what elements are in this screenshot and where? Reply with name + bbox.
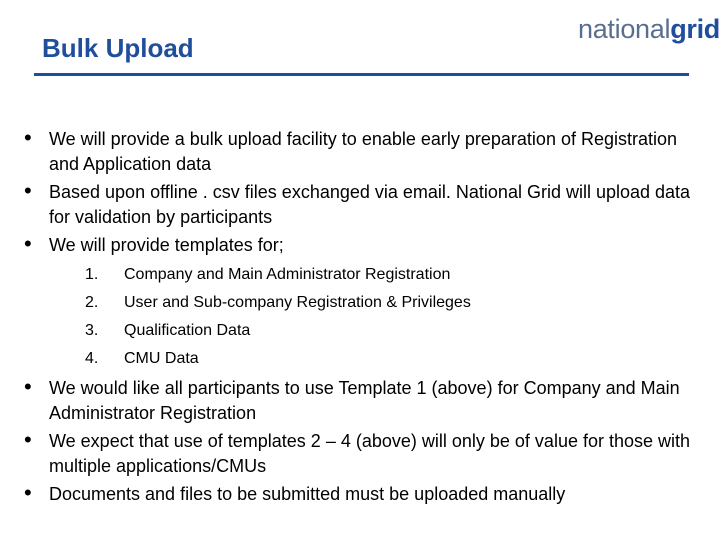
template-label: User and Sub-company Registration & Privileges <box>124 294 471 311</box>
template-number: 4. <box>85 350 99 367</box>
template-item <box>49 317 694 345</box>
bullet-item: • Documents and files to be submitted must be uploaded manually <box>24 482 694 507</box>
template-number: 3. <box>85 322 99 339</box>
bullet-list <box>24 127 694 510</box>
slide-title: Bulk Upload <box>42 33 194 63</box>
template-item <box>49 289 694 317</box>
bullet-item: • We will provide a bulk upload facility to enable early preparation of Registration and Application data <box>24 127 694 177</box>
bullet-item: • Based upon offline . csv files exchanged via email. National Grid will upload data for validation by participants <box>24 180 694 230</box>
template-label: CMU Data <box>124 350 199 367</box>
bullet-text: We will provide templates for; <box>49 235 284 255</box>
template-number: 2. <box>85 294 99 311</box>
logo-text-light: national <box>578 14 671 44</box>
title-divider <box>34 73 689 76</box>
template-item <box>49 261 694 289</box>
logo-text-bold: grid <box>670 14 720 44</box>
bullet-item: • We expect that use of templates 2 – 4 (above) will only be of value for those with multiple applications/CMUs <box>24 429 694 479</box>
template-label: Company and Main Administrator Registration <box>124 266 451 283</box>
template-item <box>49 345 694 373</box>
template-number: 1. <box>85 266 99 283</box>
template-list <box>49 261 694 373</box>
template-label: Qualification Data <box>124 322 251 339</box>
national-grid-logo <box>578 14 720 45</box>
bullet-item: • We would like all participants to use Template 1 (above) for Company and Main Administrator Registration <box>24 376 694 426</box>
bullet-item <box>24 233 694 373</box>
